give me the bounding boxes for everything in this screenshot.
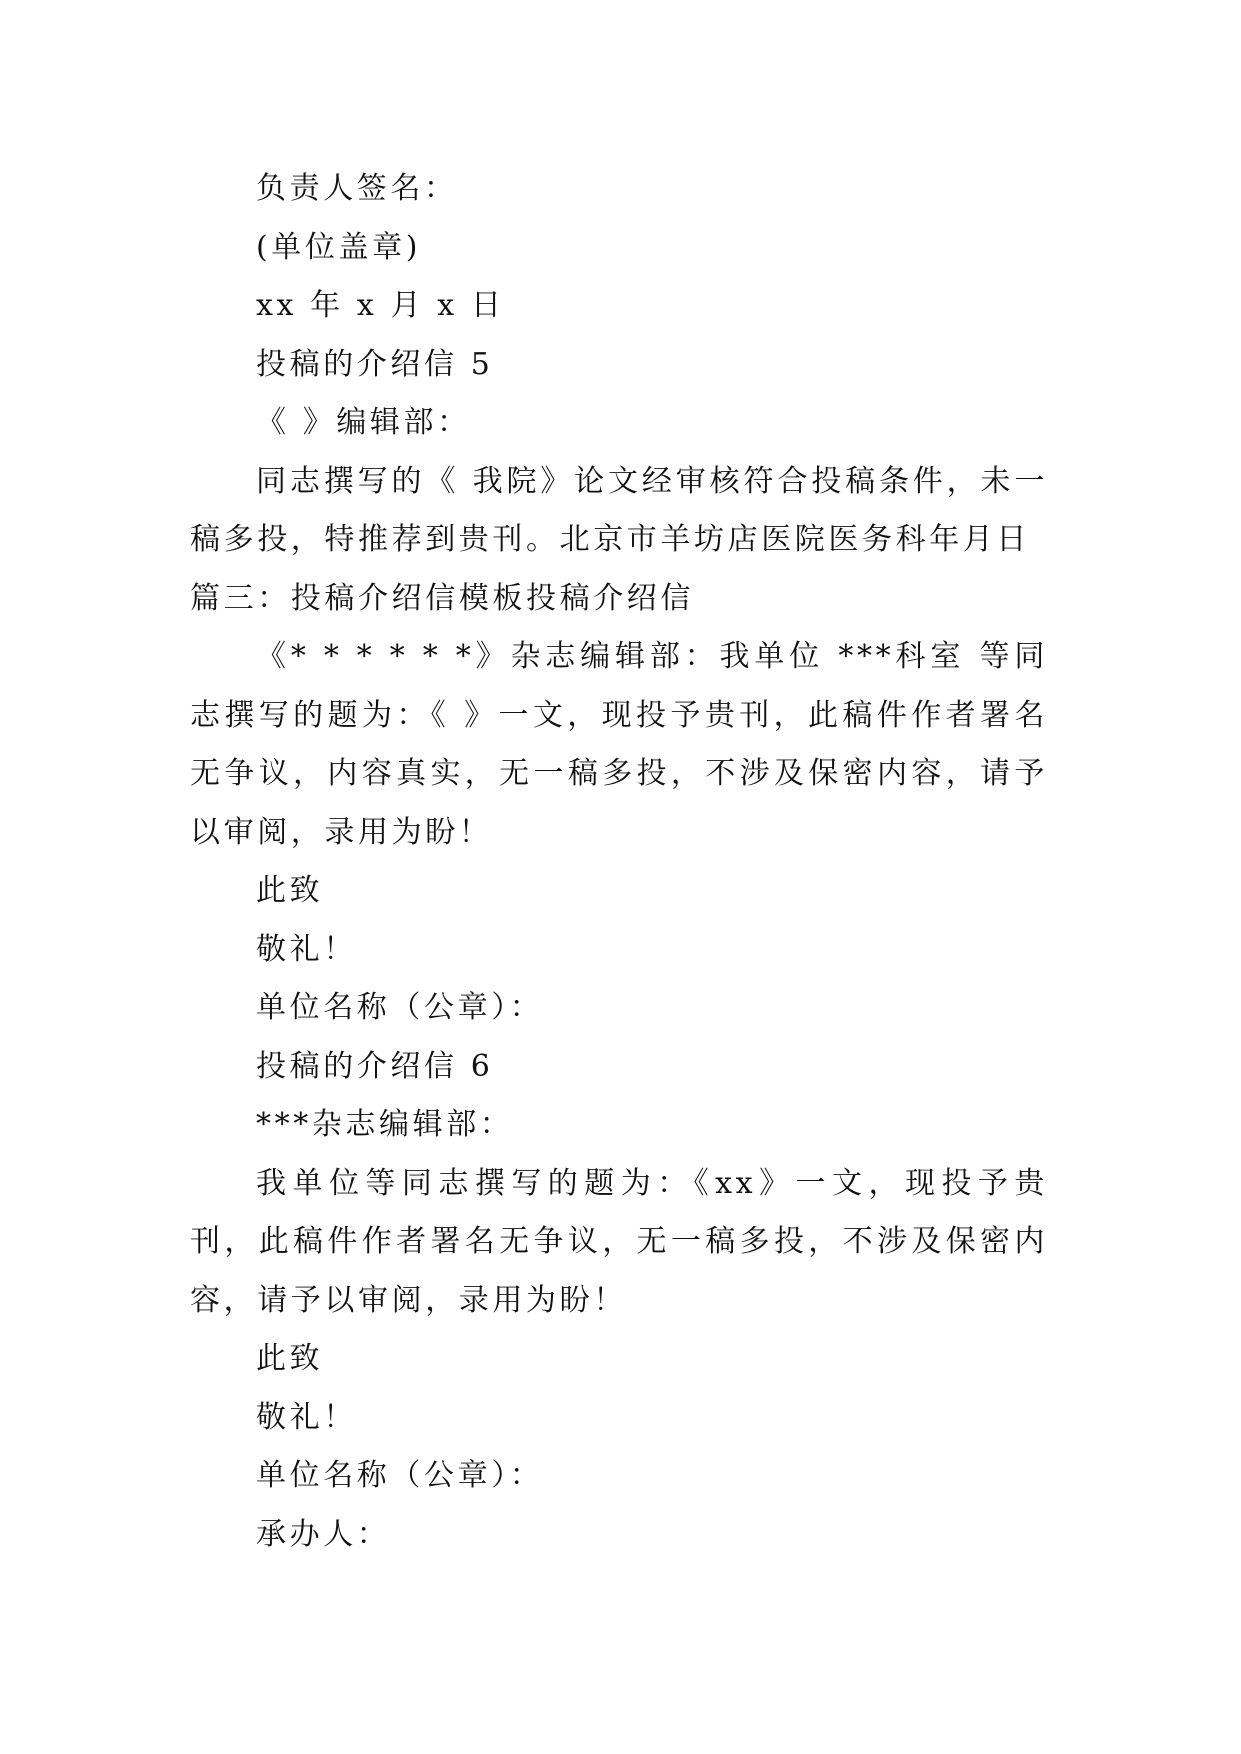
signature-line: 负责人签名： bbox=[256, 171, 458, 206]
body-paragraph: 《* * * * * *》杂志编辑部：我单位 ***科室 等同志撰写的题为：《 》一文，现投予贵刊，此稿件作者署名无争议，内容真实，无一稿多投，不涉及保密内容，请予以审阅，录用为盼！ bbox=[190, 639, 1048, 850]
seal-line: (单位盖章) bbox=[256, 229, 422, 265]
recipient-line: 《 》编辑部： bbox=[256, 405, 471, 440]
unit-name-line: 单位名称（公章）： bbox=[256, 1458, 544, 1493]
handler-line: 承办人： bbox=[256, 1516, 391, 1552]
date-line: xx 年 x 月 x 日 bbox=[256, 288, 505, 323]
section-heading: 篇三：投稿介绍信模板投稿介绍信 bbox=[190, 580, 694, 616]
closing-line: 此致 bbox=[256, 873, 324, 908]
salutation-line: 敬礼！ bbox=[256, 1399, 357, 1435]
closing-line: 此致 bbox=[256, 1341, 324, 1376]
section-heading: 投稿的介绍信 5 bbox=[256, 346, 494, 382]
unit-name-line: 单位名称（公章）： bbox=[256, 990, 544, 1025]
salutation-line: 敬礼！ bbox=[256, 931, 357, 967]
recipient-line: ***杂志编辑部： bbox=[256, 1107, 514, 1142]
body-paragraph: 我单位等同志撰写的题为：《xx》一文，现投予贵刊，此稿件作者署名无争议，无一稿多投，不涉及保密内容，请予以审阅，录用为盼！ bbox=[190, 1165, 1048, 1318]
body-paragraph: 同志撰写的《 我院》论文经审核符合投稿条件，未一稿多投，特推荐到贵刊。北京市羊坊店医院医务科年月日 bbox=[190, 463, 1048, 557]
section-heading: 投稿的介绍信 6 bbox=[256, 1048, 494, 1084]
document-body bbox=[190, 160, 1048, 1564]
